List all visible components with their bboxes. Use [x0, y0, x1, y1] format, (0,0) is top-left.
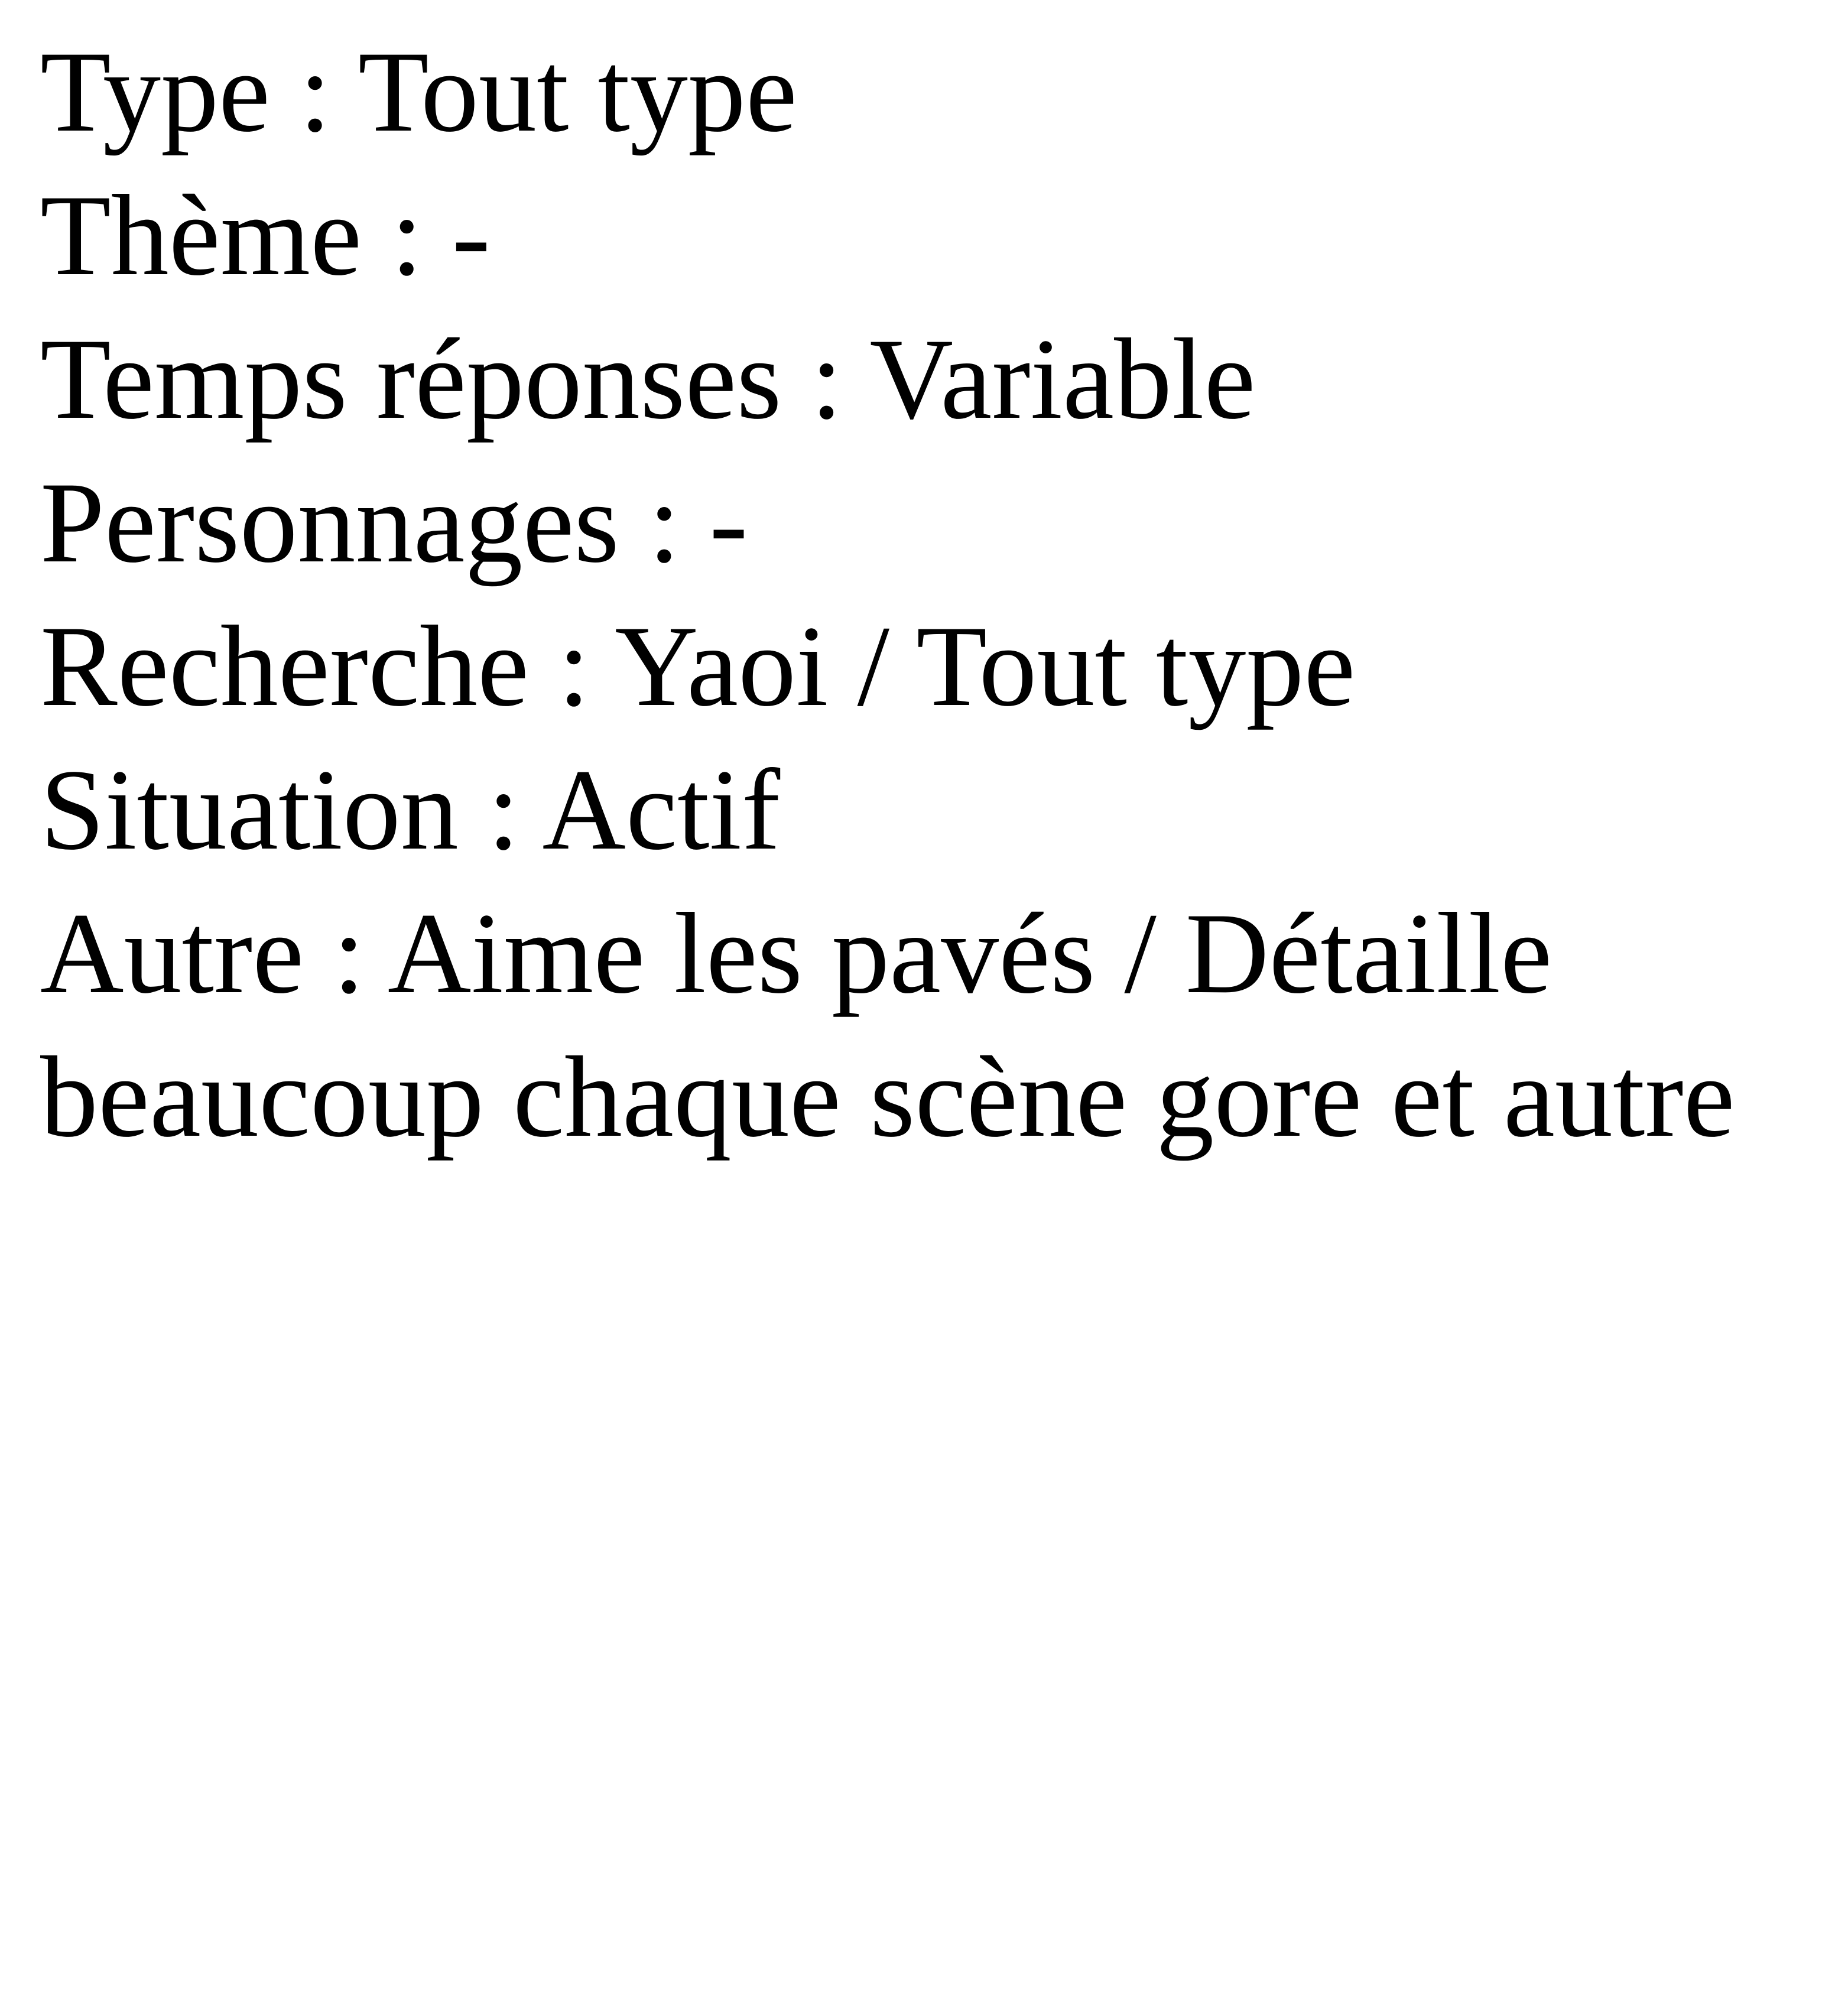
- theme-line: Thème : -: [40, 171, 491, 300]
- profile-text-block: [40, 20, 1807, 1169]
- autre-line: Autre : Aime les pavés / Détaille beaucoup chaque scène gore et autre: [40, 889, 1735, 1161]
- situation-line: Situation : Actif: [40, 746, 781, 874]
- temps-reponses-line: Temps réponses : Variable: [40, 315, 1256, 443]
- type-line: Type : Tout type: [40, 28, 797, 156]
- recherche-line: Recherche : Yaoi / Tout type: [40, 602, 1356, 730]
- personnages-line: Personnages : -: [40, 459, 748, 587]
